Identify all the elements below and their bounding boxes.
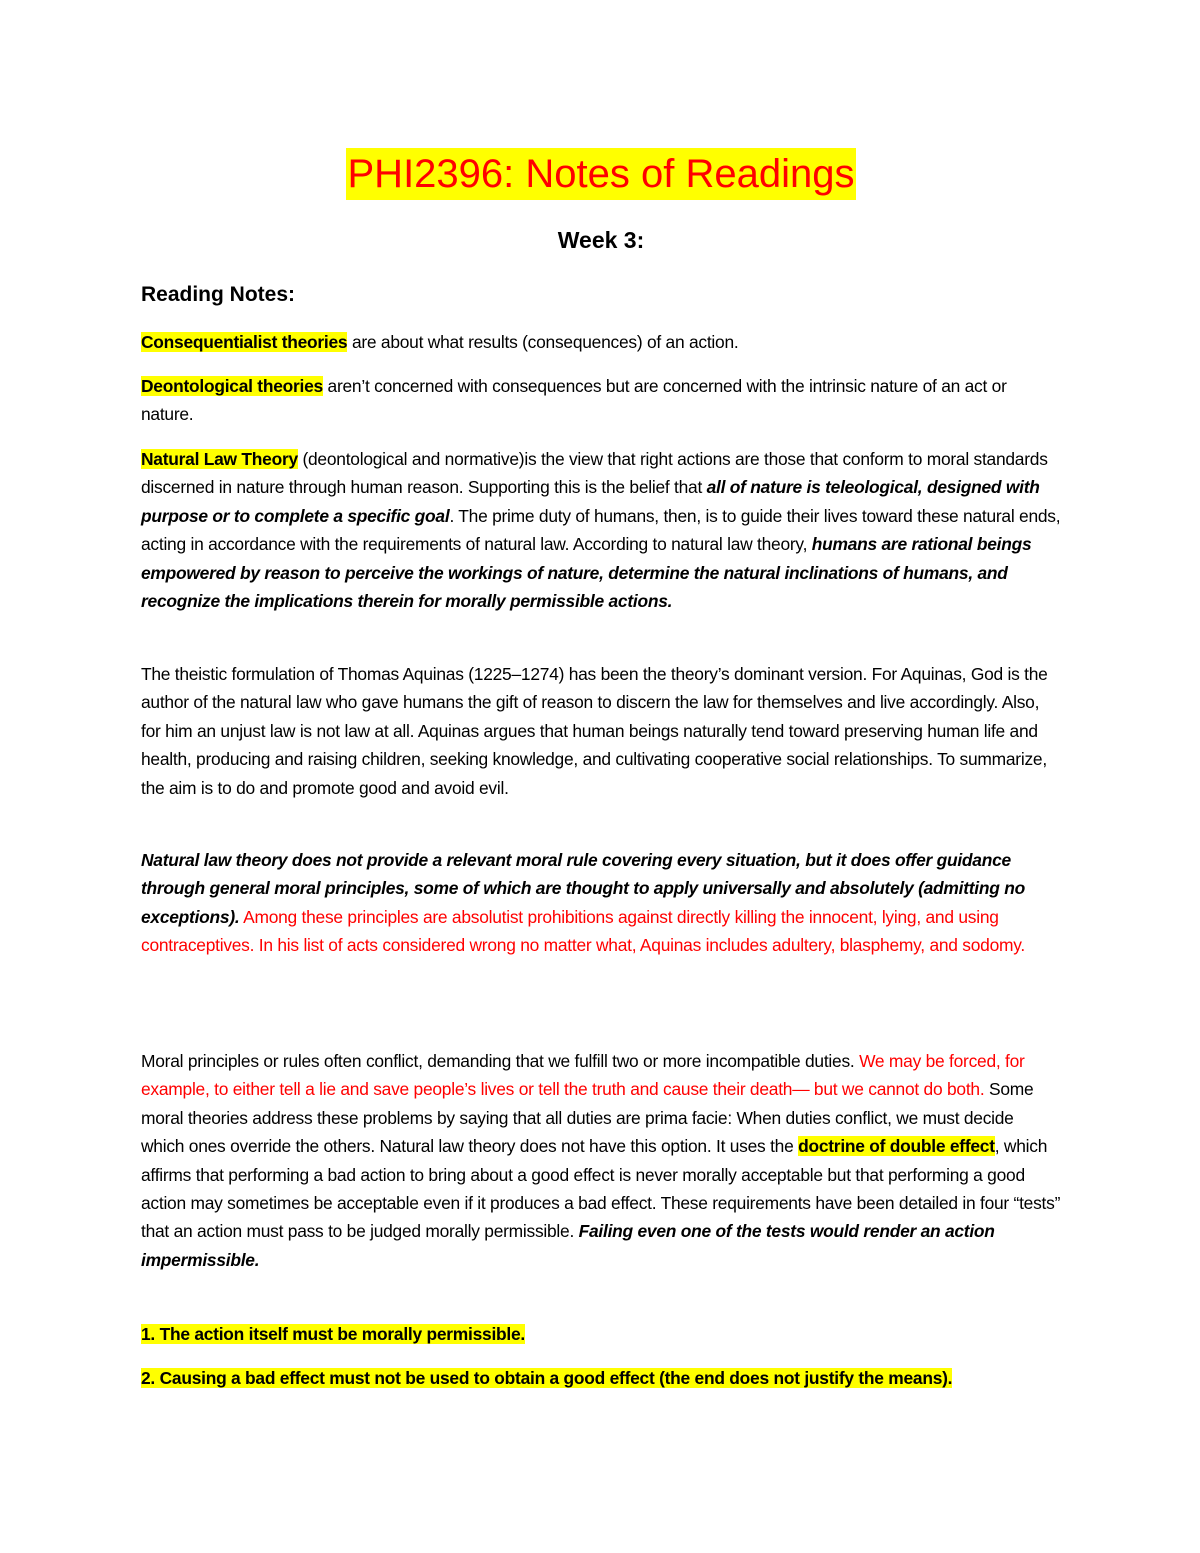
emphasis-text: humans are rational beings empowered by reason to perceive the workings of nature, determine the natural inclinations of humans, and recognize the implications therein for morally permissible actions. [141, 534, 1032, 612]
paragraph-text: Moral principles or rules often conflict, demanding that we fulfill two or more incompatible duties. [141, 1051, 860, 1071]
paragraph-deontological [141, 372, 1061, 429]
term-double-effect: doctrine of double effect [798, 1136, 995, 1157]
paragraph-text: (deontological and normative)is the view that right actions are those that conform to moral standards discerned in nature through human reason. Supporting this is the belief that [141, 449, 1048, 498]
test-text: 1. The action itself must be morally permissible. [141, 1324, 525, 1344]
page-title: PHI2396: Notes of Readings [346, 148, 857, 200]
test-item-2 [141, 1364, 952, 1392]
paragraph-consequentialist [141, 328, 1061, 356]
reading-notes-heading: Reading Notes: [141, 283, 296, 306]
term-consequentialist: Consequentialist theories [141, 332, 348, 352]
test-text: 2. Causing a bad effect must not be used to obtain a good effect (the end does not justify the means). [141, 1368, 953, 1388]
test-item-1 [141, 1320, 525, 1348]
emphasis-text: Failing even one of the tests would render an action impermissible. [141, 1221, 995, 1270]
paragraph-text: . The prime duty of humans, then, is to guide their lives toward these natural ends, acting in accordance with the requirements of natural law. According to natural law theory, [141, 505, 1061, 555]
paragraph-double-effect [141, 1047, 1061, 1274]
paragraph-text: Some moral theories address these problems by saying that all duties are prima facie: When duties conflict, we must decide which ones override the others. Natural law theory does not have this option. It uses the [141, 1079, 1034, 1157]
emphasis-text: Natural law theory does not provide a relevant moral rule covering every situation, but it does offer guidance through general moral principles, some of which are thought to apply universally and absolutely (admitting no exceptions). [141, 850, 1025, 927]
paragraph-text: are about what results (consequences) of an action. [347, 332, 739, 352]
week-heading: Week 3: [557, 227, 645, 253]
term-deontological: Deontological theories [141, 376, 323, 396]
paragraph-principles [141, 846, 1061, 960]
paragraph-text: , which affirms that performing a bad action to bring about a good effect is never morally acceptable but that performing a good action may sometimes be acceptable even if it produces a bad effect. These requirements have been detailed in four “tests” that an action must pass to be judged morally permissible. [141, 1136, 1061, 1242]
paragraph-text: aren’t concerned with consequences but are concerned with the intrinsic nature of an act or nature. [141, 376, 1007, 425]
paragraph-text: The theistic formulation of Thomas Aquinas (1225–1274) has been the theory’s dominant version. For Aquinas, God is the author of the natural law who gave humans the gift of reason to discern the law for themselves and live accordingly. Also, for him an unjust law is not law at all. Aquinas argues that human beings naturally tend toward preserving human life and health, producing and raising children, seeking knowledge, and cultivating cooperative social relationships. To summarize, the aim is to do and promote good and avoid evil. [141, 664, 1048, 798]
red-text: Among these principles are absolutist prohibitions against directly killing the innocent, lying, and using contraceptives. In his list of acts considered wrong no matter what, Aquinas includes adultery, blasphemy, and sodomy. [141, 906, 1025, 956]
paragraph-aquinas [141, 660, 1061, 802]
emphasis-text: all of nature is teleological, designed with purpose or to complete a specific goal [141, 477, 1040, 526]
paragraph-natural-law [141, 445, 1061, 615]
term-natural-law: Natural Law Theory [141, 449, 298, 469]
title-block [141, 148, 1061, 200]
red-text: We may be forced, for example, to either tell a lie and save people’s lives or tell the truth and cause their death— but we cannot do both. [141, 1051, 1025, 1100]
